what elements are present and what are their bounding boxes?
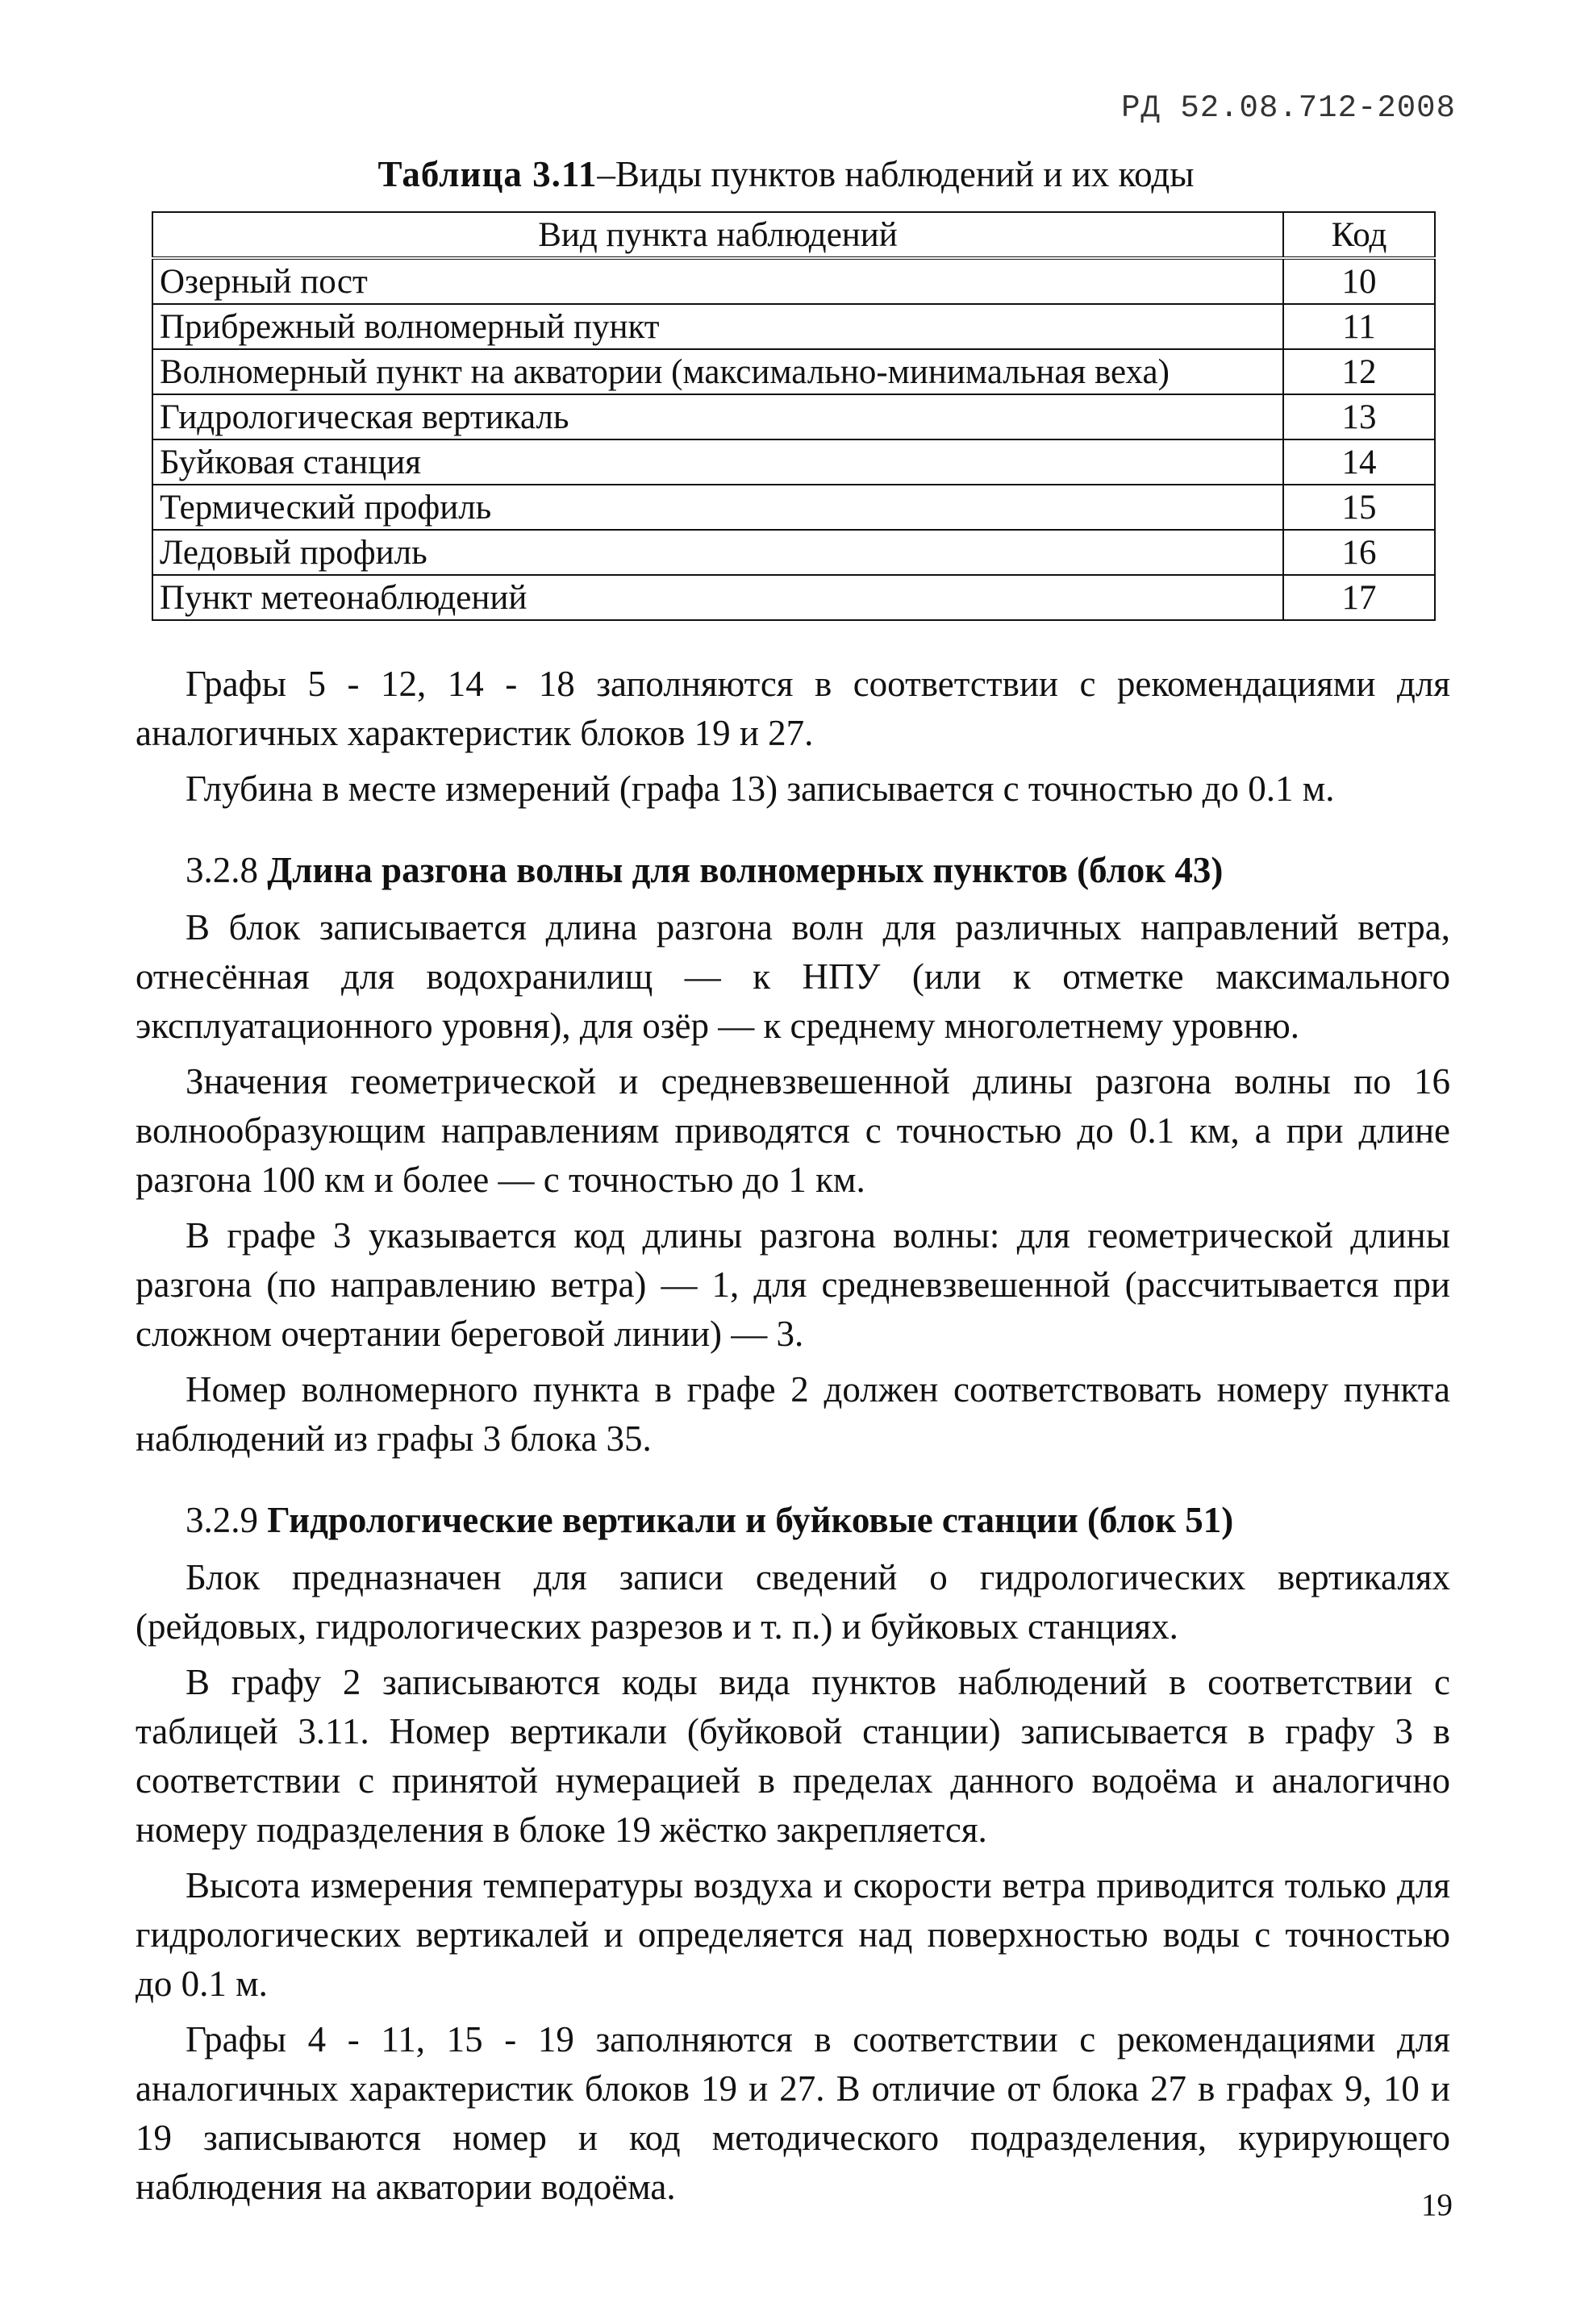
section-heading-3-2-8 [136,846,1450,895]
paragraph: В блок записывается длина разгона волн для различных направлений ветра, отнесённая для водохранилищ — к НПУ (или к отметке максимального эксплуатационного уровня), для озёр — к среднему многолетнему уровню. [136,907,1450,1046]
table-row [152,439,1435,485]
table-header-row [152,212,1435,258]
table-row [152,530,1435,575]
table-row [152,394,1435,439]
paragraph: Блок предназначен для записи сведений о гидрологических вертикалях (рейдовых, гидрологических разрезов и т. п.) и буйковых станциях. [136,1557,1450,1647]
table-caption-title: –Виды пунктов наблюдений и их коды [597,154,1195,194]
table-row [152,258,1435,304]
table-cell-code: 17 [1283,575,1435,620]
paragraph: Глубина в месте измерений (графа 13) записывается с точностью до 0.1 м. [186,768,1335,809]
body-text [136,660,1450,2218]
section-number: 3.2.8 [186,850,258,890]
paragraph: Значения геометрической и средневзвешенной длины разгона волны по 16 волнообразующим направлениям приводятся с точностью до 0.1 км, а при длине разгона 100 км и более — с точностью до 1 км. [136,1061,1450,1200]
paragraph: Номер волномерного пункта в графе 2 должен соответствовать номеру пункта наблюдений из графы 3 блока 35. [136,1369,1450,1459]
section-number: 3.2.9 [186,1500,258,1540]
table-row [152,304,1435,349]
table-cell-code: 11 [1283,304,1435,349]
table-cell-code: 14 [1283,439,1435,485]
table-cell-code: 10 [1283,258,1435,304]
page-number: 19 [1421,2188,1453,2222]
section-heading-3-2-9 [136,1496,1450,1545]
table-cell-name: Озерный пост [152,258,1283,304]
table-cell-code: 13 [1283,394,1435,439]
column-header-code: Код [1283,212,1435,258]
table-cell-name: Волномерный пункт на акватории (максимально-минимальная веха) [152,349,1283,394]
section-title: Длина разгона волны для волномерных пунктов (блок 43) [267,850,1224,890]
section-title: Гидрологические вертикали и буйковые станции (блок 51) [267,1500,1234,1540]
paragraph: Графы 4 - 11, 15 - 19 заполняются в соответствии с рекомендациями для аналогичных характеристик блоков 19 и 27. В отличие от блока 27 в графах 9, 10 и 19 записываются номер и код методического подразделения, курирующего наблюдения на акватории водоёма. [136,2019,1450,2207]
table-cell-name: Буйковая станция [152,439,1283,485]
table-cell-code: 15 [1283,485,1435,530]
table-row [152,485,1435,530]
table-cell-code: 16 [1283,530,1435,575]
observation-points-table [152,211,1436,621]
column-header-name: Вид пункта наблюдений [152,212,1283,258]
document-code: РД 52.08.712-2008 [1121,90,1456,126]
table-cell-name: Ледовый профиль [152,530,1283,575]
table-cell-name: Пункт метеонаблюдений [152,575,1283,620]
paragraph: Графы 5 - 12, 14 - 18 заполняются в соответствии с рекомендациями для аналогичных характеристик блоков 19 и 27. [136,664,1450,753]
table-cell-name: Прибрежный волномерный пункт [152,304,1283,349]
table-row [152,349,1435,394]
table-cell-code: 12 [1283,349,1435,394]
table-cell-name: Гидрологическая вертикаль [152,394,1283,439]
paragraph: В графу 2 записываются коды вида пунктов наблюдений в соответствии с таблицей 3.11. Номер вертикали (буйковой станции) записывается в графу 3 в соответствии с принятой нумерацией в пределах данного водоёма и аналогично номеру подразделения в блоке 19 жёстко закрепляется. [136,1662,1450,1850]
table-caption-number: Таблица 3.11 [377,154,598,194]
table-row [152,575,1435,620]
table-caption [0,153,1572,195]
paragraph: Высота измерения температуры воздуха и скорости ветра приводится только для гидрологических вертикалей и определяется над поверхностью воды с точностью до 0.1 м. [136,1865,1450,2004]
table-cell-name: Термический профиль [152,485,1283,530]
paragraph: В графе 3 указывается код длины разгона волны: для геометрической длины разгона (по направлению ветра) — 1, для средневзвешенной (рассчитывается при сложном очертании береговой линии) — 3. [136,1215,1450,1354]
